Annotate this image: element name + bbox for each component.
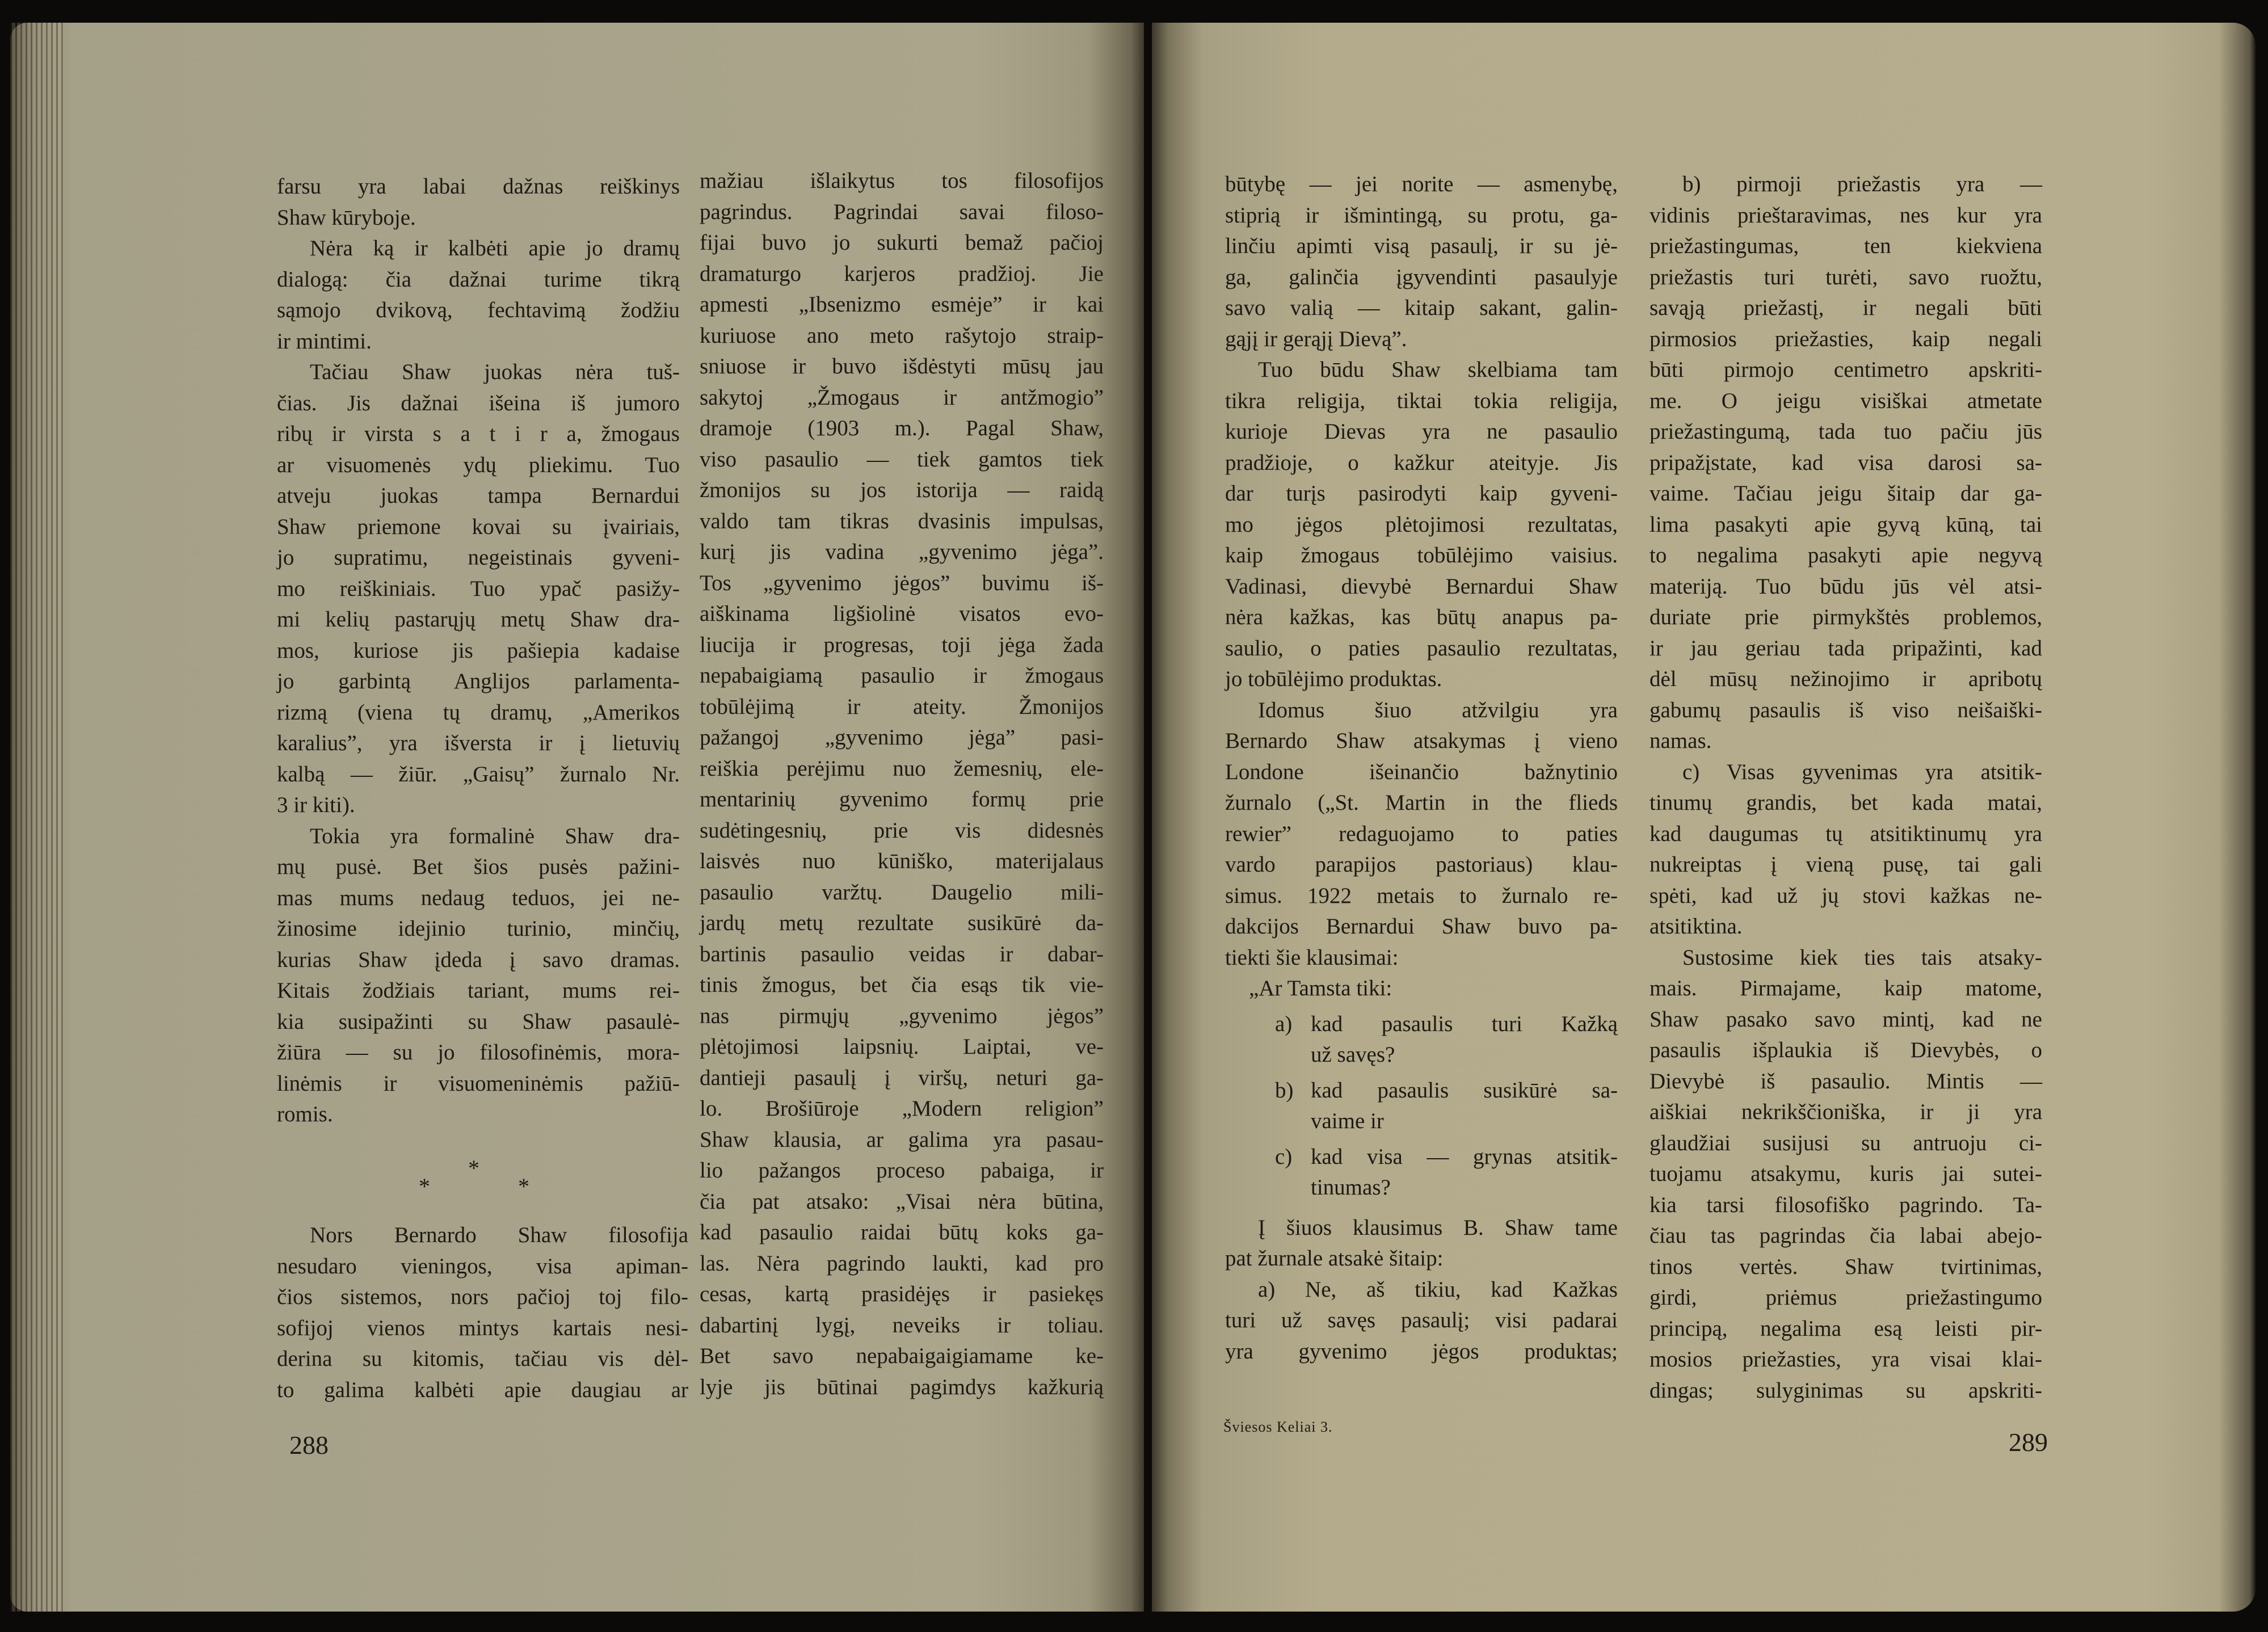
text-line: dantieji pasaulį į viršų, neturi ga- [700, 1065, 1104, 1090]
text-line: reiškia perėjimu nuo žemesnių, ele- [700, 756, 1104, 781]
text-line: kuriuose ano meto rašytojo straip- [700, 323, 1104, 348]
text-line: kaip žmogaus tobūlėjimo vaisius. [1225, 543, 1618, 567]
text-line: „Ar Tamsta tiki: [1249, 976, 1392, 1000]
text-line: mos, kuriose jis pašiepia kadaise [277, 638, 680, 663]
text-line: Sustosime kiek ties tais atsaky- [1682, 945, 2042, 970]
text-line: ir mintimi. [277, 329, 372, 354]
text-line: vidinis prieštaravimas, nes kur yra [1650, 203, 2042, 228]
text-line: Tos „gyvenimo jėgos” buvimu iš- [700, 570, 1104, 595]
text-line: linėmis ir visuomeninėmis pažiū- [277, 1071, 680, 1096]
text-line: fijai buvo jo sukurti bemaž pačioj [700, 230, 1104, 255]
text-line: mo jėgos plėtojimosi rezultatas, [1225, 512, 1618, 537]
text-line: jo garbintą Anglijos parlamenta- [277, 669, 680, 693]
left-page [10, 23, 1144, 1612]
text-line: glaudžiai susijusi su antruoju ci- [1650, 1130, 2042, 1155]
paragraph [1650, 757, 2042, 943]
text-line: žiūra — su jo filosofinėmis, mora- [277, 1040, 680, 1065]
text-line: mentarinių gyvenimo formų prie [700, 787, 1104, 811]
text-line: tiekti šie klausimai: [1225, 945, 1399, 970]
text-line: sofijoj vienos mintys kartais nesi- [277, 1315, 688, 1340]
paragraph [1225, 355, 1618, 695]
text-line: a) Ne, aš tikiu, kad Kažkas [1258, 1277, 1618, 1302]
text-line: Į šiuos klausimus B. Shaw tame [1258, 1215, 1618, 1240]
text-line: romis. [277, 1102, 333, 1126]
paragraph [277, 1220, 688, 1406]
text-line: sakytoj „Žmogaus ir antžmogio” [700, 385, 1104, 410]
text-line: karalius”, yra išversta ir į lietuvių [277, 731, 680, 755]
paragraph [277, 233, 680, 357]
text-line: už savęs? [1311, 1042, 1395, 1067]
text-line: vaime ir [1311, 1109, 1384, 1133]
text-line: vaime. Tačiau jeigu šitaip dar ga- [1650, 481, 2042, 506]
text-line: būtybę — jei norite — asmenybę, [1225, 172, 1618, 196]
text-line: lyje jis būtinai pagimdys kažkurią [700, 1374, 1104, 1399]
text-line: ribų ir virsta s a t i r a, žmogaus [277, 422, 680, 446]
text-line: jo tobūlėjimo produktas. [1225, 667, 1442, 691]
text-line: Shaw priemone kovai su įvairiais, [277, 514, 680, 539]
text-line: kad pasaulio raidai būtų koks ga- [700, 1220, 1104, 1244]
text-line: to galima kalbėti apie daugiau ar [277, 1377, 688, 1402]
text-line: kurį jis vadina „gyvenimo jėga”. [700, 540, 1104, 564]
text-line: tinumų grandis, bet kada matai, [1650, 790, 2042, 815]
text-line: Nėra ką ir kalbėti apie jo dramų [310, 236, 680, 260]
text-line: Bet savo nepabaigaigiamame ke- [700, 1344, 1104, 1368]
text-line: Dievybė iš pasaulio. Mintis — [1650, 1069, 2042, 1093]
text-line: Tokia yra formalinė Shaw dra- [310, 823, 680, 848]
text-line: b) pirmoji priežastis yra — [1682, 172, 2042, 196]
text-line: mo reiškiniais. Tuo ypač pasižy- [277, 576, 680, 601]
text-line: 3 ir kiti). [277, 793, 355, 817]
text-column-1-continued [277, 1220, 688, 1406]
list-item [1225, 1142, 1618, 1204]
text-line: aiškiai nekrikščioniška, ir ji yra [1650, 1100, 2042, 1124]
text-line: liucija ir progresas, toji jėga žada [700, 632, 1104, 657]
text-line: jo supratimu, negeistinais gyveni- [277, 545, 680, 570]
text-line: bartinis pasaulio veidas ir dabar- [700, 941, 1104, 966]
paragraph [1225, 1213, 1618, 1275]
text-line: simus. 1922 metais to žurnalo re- [1225, 883, 1618, 908]
text-line: sąmojo dvikovą, fechtavimą žodžiu [277, 298, 680, 322]
paragraph [277, 171, 680, 233]
text-line: las. Nėra pagrindo laukti, kad pro [700, 1251, 1104, 1276]
text-line: čias. Jis dažnai išeina iš jumoro [277, 390, 680, 415]
right-page [1152, 23, 2256, 1612]
text-line: farsu yra labai dažnas reiškinys [277, 174, 680, 199]
list-item [1225, 1075, 1618, 1137]
text-column-2 [700, 166, 1104, 1403]
text-line: principą, negalima esą leisti pir- [1650, 1316, 2042, 1341]
text-line: stiprią ir išmintingą, su protu, ga- [1225, 203, 1618, 228]
text-line: jardų metų rezultate susikūrė da- [700, 911, 1104, 935]
text-line: žmonijos su jos istorija — raidą [700, 478, 1104, 502]
text-line: rewier” redaguojamo to paties [1225, 821, 1618, 846]
text-line: dakcijos Bernardui Shaw buvo pa- [1225, 914, 1618, 939]
text-line: atsitiktina. [1650, 914, 1743, 939]
text-line: pagrindus. Pagrindai savai filoso- [700, 199, 1104, 224]
text-line: savo valią — kitaip sakant, galin- [1225, 296, 1618, 320]
text-line: a) kad pasaulis turi Kažką [1225, 1009, 1618, 1040]
text-line: Tuo būdu Shaw skelbiama tam [1258, 357, 1618, 382]
text-line: tinumas? [1311, 1175, 1391, 1200]
text-line: tinos vertės. Shaw tvirtinimas, [1650, 1254, 2042, 1279]
text-line: Shaw klausia, ar galima yra pasau- [700, 1127, 1104, 1152]
text-line: ar visuomenės ydų pliekimu. Tuo [277, 452, 680, 477]
text-line: pasaulis išplaukia iš Dievybės, o [1650, 1038, 2042, 1062]
text-line: Shaw pasako savo mintį, kad ne [1650, 1007, 2042, 1032]
text-line: girdi, priėmus priežastingumo [1650, 1285, 2042, 1310]
text-line: gabumų pasaulis iš viso neišaiški- [1650, 697, 2042, 722]
text-line: priežastingumas, ten kiekviena [1650, 234, 2042, 258]
text-line: nėra kažkas, kas būtų anapus pa- [1225, 605, 1618, 629]
text-line: Bernardo Shaw atsakymas į vieno [1225, 729, 1618, 753]
section-separator [277, 1155, 680, 1200]
text-line: Tačiau Shaw juokas nėra tuš- [310, 360, 680, 384]
text-line: priežastis turi turėti, savo ruožtu, [1650, 264, 2042, 289]
text-line: čiau tas pagrindas čia labai abejo- [1650, 1223, 2042, 1248]
text-line: pripažįstate, kad visa darosi sa- [1650, 450, 2042, 475]
text-line: tobūlėjimą ir ateity. Žmonijos [700, 694, 1104, 719]
text-line: čios sistemos, nors pačioj toj filo- [277, 1285, 688, 1309]
text-line: plėtojimosi laipsnių. Laiptai, ve- [700, 1034, 1104, 1059]
text-line: tinis žmogus, bet čia esąs tik vie- [700, 973, 1104, 997]
text-line: lio pažangos proceso pabaiga, ir [700, 1158, 1104, 1183]
paragraph [700, 166, 1104, 1403]
text-column-4 [1650, 169, 2042, 1406]
separator-asterisk: * [468, 1155, 479, 1181]
list-item [1225, 1009, 1618, 1071]
text-line: materiją. Tuo būdu jūs vėl atsi- [1650, 574, 2042, 599]
text-line: valdo tam tikras dvasinis impulsas, [700, 508, 1104, 533]
text-line: Shaw kūryboje. [277, 205, 416, 230]
text-line: me. O jeigu visiškai atmetate [1650, 388, 2042, 413]
text-line: dingas; sulyginimas su apskriti- [1650, 1378, 2042, 1403]
text-line: mų pusė. Bet šios pusės pažini- [277, 855, 680, 879]
text-line: dialogą: čia dažnai turime tikrą [277, 267, 680, 292]
text-line: duriate prie pirmykštės problemos, [1650, 605, 2042, 629]
text-line: kia tarsi filosofiško pagrindo. Ta- [1650, 1192, 2042, 1217]
text-line: saulio, o paties pasaulio rezultatas, [1225, 636, 1618, 661]
text-line: dėl mūsų nežinojimo ir apribotų [1650, 667, 2042, 691]
paragraph [1650, 943, 2042, 1407]
text-line: pirmosios priežasties, kaip negali [1650, 326, 2042, 351]
printer-signature-mark: Šviesos Keliai 3. [1223, 1419, 1333, 1435]
text-line: gąjį ir gerąjį Dievą”. [1225, 326, 1407, 351]
text-line: mažiau išlaikytus tos filosofijos [700, 169, 1104, 193]
text-line: lo. Brošiūroje „Modern religion” [700, 1096, 1104, 1121]
paragraph [1225, 1275, 1618, 1368]
text-line: ga, galinčia įgyvendinti pasaulyje [1225, 264, 1618, 289]
text-line: žinosime idejinio turinio, minčių, [277, 916, 680, 941]
text-line: savąją priežastį, ir negali būti [1650, 296, 2042, 320]
text-line: rizmą (viena tų dramų, „Amerikos [277, 700, 680, 725]
text-line: čia pat atsako: „Visai nėra būtina, [700, 1189, 1104, 1214]
text-line: kurioje Dievas yra ne pasaulio [1225, 419, 1618, 444]
text-line: pat žurnale atsakė šitaip: [1225, 1246, 1444, 1271]
paragraph [277, 821, 680, 1130]
text-line: mais. Pirmajame, kaip matome, [1650, 976, 2042, 1000]
text-line: linčiu apimti visą pasaulį, ir su jė- [1225, 234, 1618, 258]
text-line: dramaturgo karjeros pradžioj. Jie [700, 261, 1104, 286]
text-line: pasaulio varžtų. Daugelio mili- [700, 880, 1104, 905]
text-line: kalbą — žiūr. „Gaisų” žurnalo Nr. [277, 762, 680, 786]
page-number: 289 [2009, 1428, 2048, 1457]
text-line: dabartinį lygį, neveiks ir toliau. [700, 1313, 1104, 1337]
paragraph [1650, 169, 2042, 757]
text-line: yra gyvenimo jėgos produktas; [1225, 1339, 1618, 1364]
paragraph [277, 357, 680, 821]
text-line: nepabaigiamą pasaulio ir žmogaus [700, 663, 1104, 688]
text-line: Idomus šiuo atžvilgiu yra [1258, 697, 1618, 722]
text-line: kurias Shaw įdeda į savo dramas. [277, 947, 680, 972]
text-line: atveju juokas tampa Bernardui [277, 483, 680, 508]
text-line: dramoje (1903 m.). Pagal Shaw, [700, 416, 1104, 440]
text-line: vardo parapijos pastoriaus) klau- [1225, 852, 1618, 877]
text-line: lima pasakyti apie gyvą kūną, tai [1650, 512, 2042, 537]
text-line: laisvės nuo kūniško, materijalaus [700, 849, 1104, 873]
text-column-3 [1225, 169, 1618, 1367]
text-line: kia susipažinti su Shaw pasaulė- [277, 1009, 680, 1034]
text-line: mi kelių pastarųjų metų Shaw dra- [277, 607, 680, 632]
text-line: būti pirmojo centimetro apskriti- [1650, 357, 2042, 382]
text-line: nesudaro vieningos, visa apiman- [277, 1254, 688, 1278]
text-line: b) kad pasaulis susikūrė sa- [1225, 1075, 1618, 1107]
paragraph [1225, 695, 1618, 974]
paragraph [1225, 973, 1618, 1004]
text-line: aiškinama ligšiolinė visatos evo- [700, 602, 1104, 626]
text-line: viso pasaulio — tiek gamtos tiek [700, 447, 1104, 472]
text-line: tuojamu atsakymu, kuris jai sutei- [1650, 1162, 2042, 1186]
text-line: mosios priežasties, yra visai klai- [1650, 1347, 2042, 1372]
text-line: cesas, kartą prasidėjęs ir pasiekęs [700, 1282, 1104, 1306]
text-line: c) Visas gyvenimas yra atsitik- [1682, 759, 2042, 784]
text-line: derina su kitomis, tačiau vis dėl- [277, 1347, 688, 1371]
text-line: apmesti „Ibsenizmo esmėje” ir kai [700, 292, 1104, 317]
text-line: c) kad visa — grynas atsitik- [1225, 1142, 1618, 1173]
text-column-1 [277, 171, 680, 1130]
text-line: mas mums nedaug teduos, jei ne- [277, 885, 680, 910]
text-line: Nors Bernardo Shaw filosofija [310, 1223, 688, 1247]
paragraph [1225, 169, 1618, 355]
separator-asterisk: * [419, 1173, 430, 1199]
text-line: pradžioje, o kažkur ateityje. Jis [1225, 450, 1618, 475]
text-line: Londone išeinančio bažnytinio [1225, 759, 1618, 784]
text-line: tikra religija, tiktai tokia religija, [1225, 388, 1618, 413]
text-line: Vadinasi, dievybė Bernardui Shaw [1225, 574, 1618, 599]
text-line: žurnalo („St. Martin in the flieds [1225, 790, 1618, 815]
text-line: nas pirmųjų „gyvenimo jėgos” [700, 1003, 1104, 1028]
text-line: to negalima pasakyti apie negyvą [1650, 543, 2042, 567]
text-line: spėti, kad už jų stovi kažkas ne- [1650, 883, 2042, 908]
text-line: sudėtingesnių, prie vis didesnės [700, 818, 1104, 843]
text-line: turi už savęs pasaulį; visi padarai [1225, 1308, 1618, 1332]
text-line: Kitais žodžiais tariant, mums rei- [277, 978, 680, 1003]
text-line: pažangoj „gyvenimo jėga” pasi- [700, 725, 1104, 750]
text-line: ir jau geriau tada pripažinti, kad [1650, 636, 2042, 661]
separator-asterisk: * [518, 1173, 529, 1199]
page-number: 288 [289, 1431, 329, 1459]
text-line: dar turįs pasirodyti kaip gyveni- [1225, 481, 1618, 506]
text-line: kad daugumas tų atsitiktinumų yra [1650, 821, 2042, 846]
text-line: namas. [1650, 729, 1712, 753]
text-line: sniuose ir buvo išdėstyti mūsų jau [700, 354, 1104, 378]
text-line: priežastingumą, tada tuo pačiu jūs [1650, 419, 2042, 444]
text-line: nukreiptas į vieną pusę, tai gali [1650, 852, 2042, 877]
